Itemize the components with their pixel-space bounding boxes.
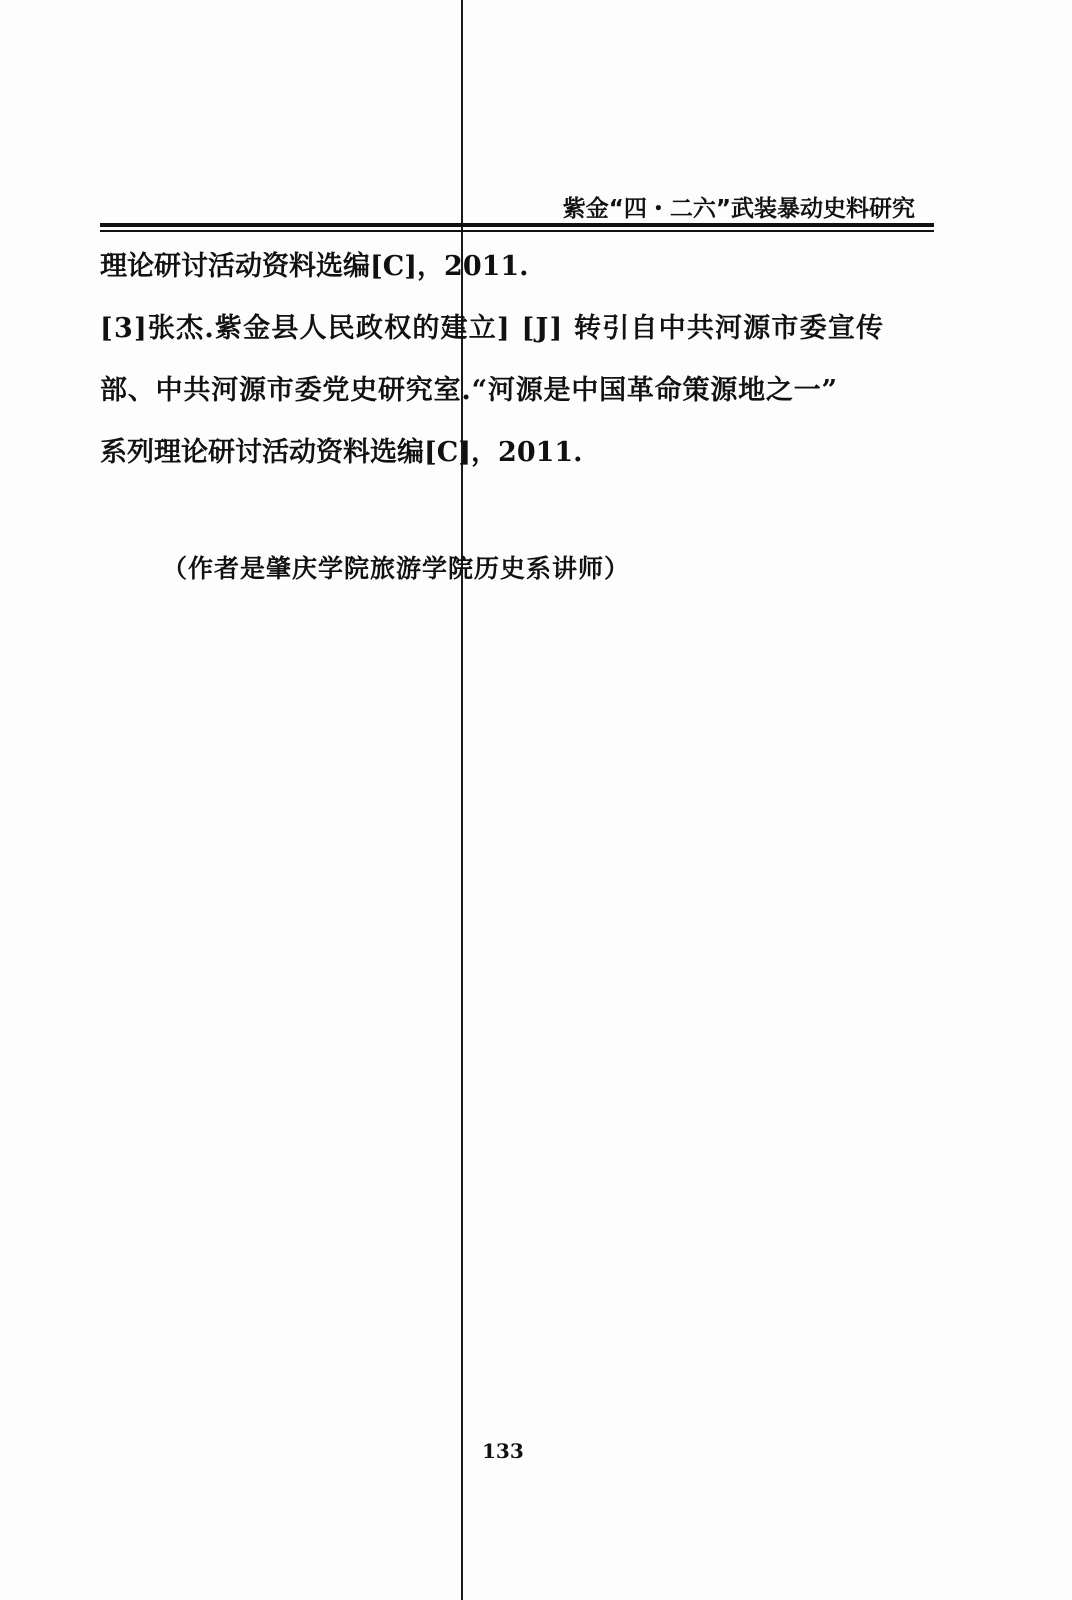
reference-line-1: 理论研讨活动资料选编[C]，2011. xyxy=(100,251,529,282)
reference-line-3: 部、中共河源市委党史研究室.“河源是中国革命策源地之一” xyxy=(100,375,838,406)
author-note: （作者是肇庆学院旅游学院历史系讲师） xyxy=(162,554,631,583)
header-rule-thin xyxy=(100,230,934,232)
reference-line-4: 系列理论研讨活动资料选编[C]，2011. xyxy=(100,437,583,468)
reference-line-2: [3]张杰.紫金县人民政权的建立] [J] 转引自中共河源市委宣传 xyxy=(100,313,885,344)
scan-fold-line xyxy=(461,0,463,1600)
running-header: 紫金“四・二六”武装暴动史料研究 xyxy=(562,196,915,222)
page-number: 133 xyxy=(482,1439,524,1463)
header-rule-thick xyxy=(100,223,934,227)
